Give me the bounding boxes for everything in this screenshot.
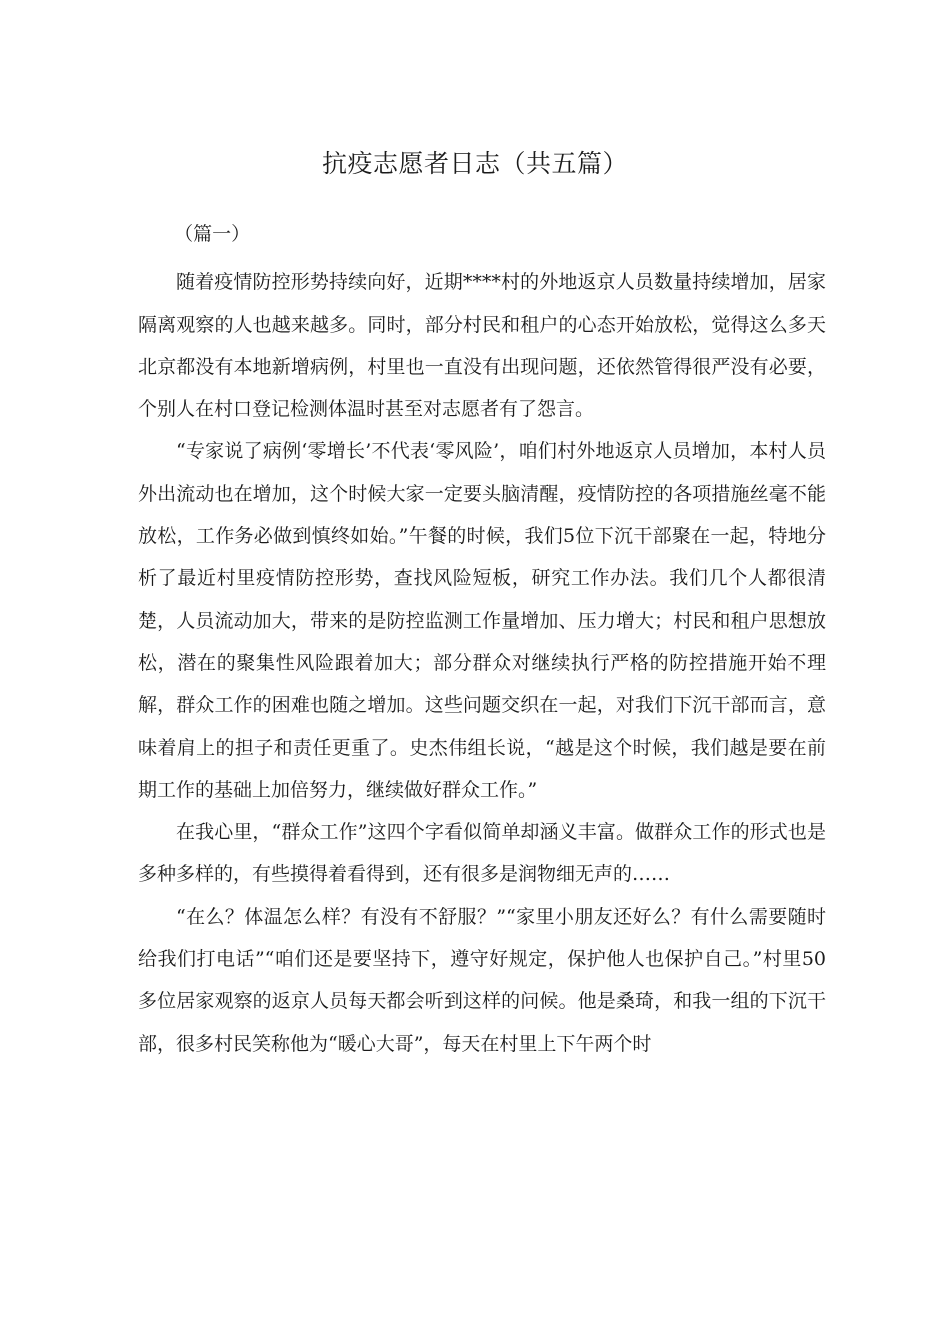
paragraph-4: “在么？体温怎么样？有没有不舒服？”“家里小朋友还好么？有什么需要随时给我们打电话”“咱们还是要坚持下，遵守好规定，保护他人也保护自己。”村里50多位居家观察的返京人员每天都会听到这样的问候。他是桑琦，和我一组的下沉干部，很多村民笑称他为“暖心大哥”，每天在村里上下午两个时 bbox=[138, 905, 826, 1055]
paragraph-2: “专家说了病例‘零增长’不代表‘零风险’，咱们村外地返京人员增加，本村人员外出流动也在增加，这个时候大家一定要头脑清醒，疫情防控的各项措施丝毫不能放松，工作务必做到慎终如始。”午餐的时候，我们5位下沉干部聚在一起，特地分析了最近村里疫情防控形势，查找风险短板，研究工作办法。我们几个人都很清楚，人员流动加大，带来的是防控监测工作量增加、压力增大；村民和租户思想放松，潜在的聚集性风险跟着加大；部分群众对继续执行严格的防控措施开始不理解，群众工作的困难也随之增加。这些问题交织在一起，对我们下沉干部而言，意味着肩上的担子和责任更重了。史杰伟组长说，“越是这个时候，我们越是要在前期工作的基础上加倍努力，继续做好群众工作。” bbox=[138, 440, 826, 801]
document-title: 抗疫志愿者日志（共五篇） bbox=[321, 149, 628, 178]
section-label: （篇一） bbox=[174, 223, 251, 245]
document-body bbox=[138, 213, 826, 1065]
paragraph-1: 随着疫情防控形势持续向好，近期****村的外地返京人员数量持续增加，居家隔离观察的人也越来越多。同时，部分村民和租户的心态开始放松，觉得这么多天北京都没有本地新增病例，村里也一直没有出现问题，还依然管得很严没有必要，个别人在村口登记检测体温时甚至对志愿者有了怨言。 bbox=[138, 271, 826, 421]
paragraph-3: 在我心里，“群众工作”这四个字看似简单却涵义丰富。做群众工作的形式也是多种多样的，有些摸得着看得到，还有很多是润物细无声的…… bbox=[138, 821, 826, 886]
